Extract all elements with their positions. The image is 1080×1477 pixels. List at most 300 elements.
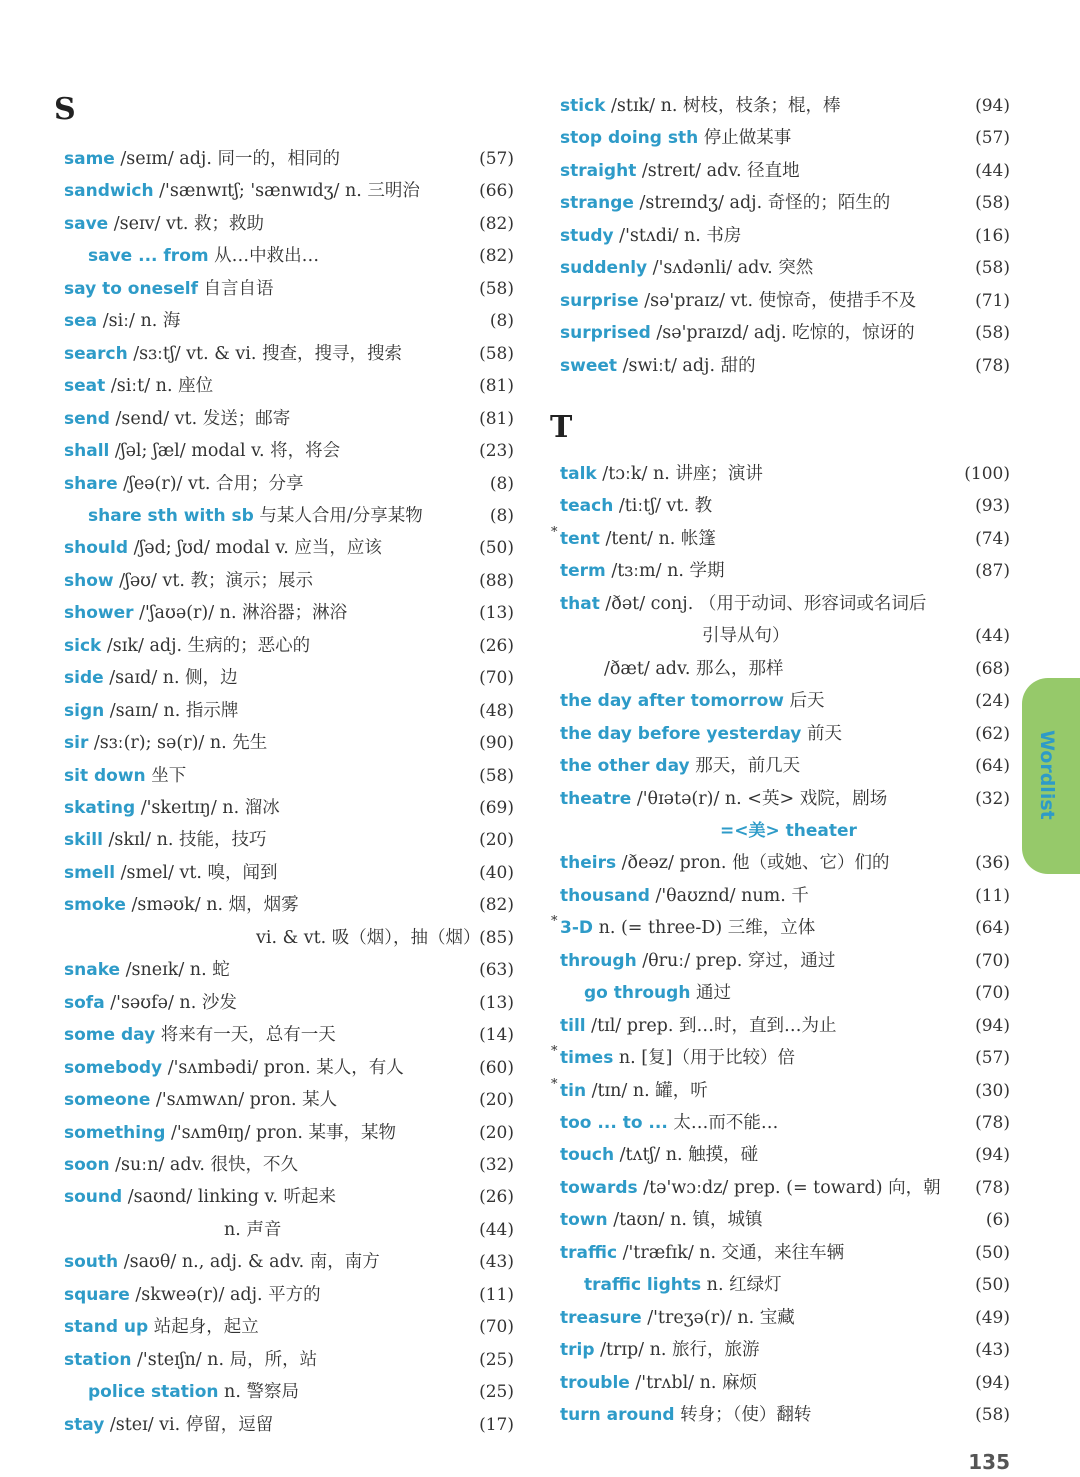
definition: /tʌtʃ/ n. 触摸，碰	[614, 1145, 759, 1166]
word-entry	[560, 815, 1010, 847]
word-entry	[560, 1172, 1010, 1204]
page-ref: (64)	[975, 918, 1010, 939]
definition: n. [复]（用于比较）倍	[613, 1048, 795, 1069]
definition: 引导从句）	[702, 626, 790, 647]
word-entry	[64, 1117, 514, 1149]
page-ref: (68)	[975, 658, 1010, 679]
entry-text	[560, 187, 890, 219]
section-letter-t: T	[550, 410, 573, 445]
headword: sofa	[64, 992, 105, 1013]
entry-text	[64, 1246, 380, 1278]
page-ref: (44)	[479, 1219, 514, 1240]
headword: south	[64, 1252, 119, 1273]
headword: tent	[560, 528, 600, 549]
word-entry	[64, 889, 514, 921]
definition: /taʊn/ n. 镇，城镇	[607, 1210, 763, 1231]
definition: /ðæt/ adv. 那么，那样	[604, 658, 784, 679]
word-entry	[551, 1042, 1010, 1074]
headword: square	[64, 1284, 130, 1305]
word-entry	[64, 403, 514, 435]
word-entry	[64, 1019, 514, 1051]
page-ref: (74)	[975, 528, 1010, 549]
word-entry	[551, 523, 1010, 555]
headword: theatre	[560, 788, 632, 809]
headword: skating	[64, 798, 136, 818]
word-entry	[560, 285, 1010, 317]
definition: /sə'praɪzd/ adj. 吃惊的，惊讶的	[650, 323, 915, 344]
word-entry	[64, 1052, 514, 1084]
word-entry	[560, 1010, 1010, 1042]
entry-text	[64, 1279, 321, 1311]
word-entry	[64, 1311, 514, 1343]
headword: sit down	[64, 765, 146, 786]
definition: /smel/ vt. 嗅，闻到	[115, 862, 278, 883]
word-entry	[64, 273, 514, 305]
star-mark: *	[551, 1044, 558, 1060]
definition: /send/ vt. 发送；邮寄	[109, 408, 291, 429]
headword: save	[64, 213, 109, 234]
headword: study	[560, 225, 614, 246]
word-entry	[560, 555, 1010, 587]
page-ref: (13)	[479, 992, 514, 1013]
entry-text	[64, 370, 213, 402]
headword: sign	[64, 700, 105, 721]
headword: sweet	[560, 355, 618, 376]
headword: snake	[64, 960, 121, 981]
definition: 自言自语	[197, 278, 274, 299]
headword: search	[64, 343, 128, 364]
definition: /siː/ n. 海	[97, 311, 181, 332]
page-ref: (30)	[975, 1080, 1010, 1101]
word-entry	[64, 435, 514, 467]
entry-text	[256, 922, 481, 954]
definition: 前天	[801, 723, 842, 744]
headword: term	[560, 561, 606, 582]
entry-text	[64, 662, 238, 694]
word-entry	[64, 500, 514, 532]
definition: /'skeɪtɪŋ/ n. 溜冰	[135, 798, 280, 818]
headword: show	[64, 570, 114, 591]
page-ref: (70)	[479, 1317, 514, 1338]
word-entry	[64, 1279, 514, 1311]
headword: thousand	[560, 885, 650, 906]
definition: 通过	[690, 983, 732, 1004]
page-ref: (8)	[489, 505, 514, 526]
definition: /streɪndʒ/ adj. 奇怪的；陌生的	[633, 193, 891, 214]
headword: touch	[560, 1145, 615, 1166]
page-ref: (40)	[479, 862, 514, 883]
entry-text	[64, 175, 420, 207]
headword: suddenly	[560, 258, 648, 279]
entry-text	[560, 1237, 844, 1269]
entry-text	[64, 143, 340, 175]
entry-text	[224, 1214, 281, 1246]
entry-text	[560, 1302, 795, 1334]
entry-text	[560, 847, 889, 879]
page-ref: (64)	[975, 756, 1010, 777]
word-entry	[64, 143, 514, 175]
word-entry	[64, 597, 514, 629]
entry-text	[551, 912, 816, 944]
word-entry	[560, 783, 1010, 815]
definition: /sneɪk/ n. 蛇	[120, 960, 230, 981]
page-ref: (26)	[479, 635, 514, 656]
word-entry	[560, 880, 1010, 912]
word-entry	[560, 1269, 1010, 1301]
page-ref: (93)	[975, 496, 1010, 517]
definition: /'sʌmwʌn/ pron. 某人	[150, 1090, 338, 1111]
page-ref: (44)	[975, 626, 1010, 647]
definition: 停止做某事	[698, 128, 792, 149]
word-entry	[64, 695, 514, 727]
page-ref: (58)	[479, 765, 514, 786]
headword: trouble	[560, 1372, 630, 1393]
word-entry	[560, 1302, 1010, 1334]
definition: /'ʃaʊə(r)/ n. 淋浴器；淋浴	[133, 603, 348, 624]
definition: /sɜːtʃ/ vt. & vi. 搜查，搜寻，搜索	[127, 343, 402, 364]
headword: that	[560, 593, 600, 614]
headword: stop doing sth	[560, 128, 699, 149]
page-ref: (14)	[479, 1025, 514, 1046]
page-ref: (94)	[975, 96, 1010, 116]
page-ref: (8)	[489, 473, 514, 494]
entry-text	[560, 350, 756, 382]
word-entry	[560, 588, 1010, 620]
page-ref: (94)	[975, 1145, 1010, 1166]
word-entry	[64, 824, 514, 856]
page-ref: (20)	[479, 1090, 514, 1111]
entry-text	[64, 565, 313, 597]
word-entry	[64, 954, 514, 986]
word-entry	[64, 565, 514, 597]
star-mark: *	[551, 524, 558, 540]
entry-text	[560, 1334, 760, 1366]
word-entry	[64, 922, 514, 954]
headword: stay	[64, 1414, 105, 1435]
headword: surprised	[560, 323, 651, 344]
definition: n. 警察局	[218, 1382, 299, 1403]
page-ref: (50)	[975, 1275, 1010, 1296]
word-entry	[64, 338, 514, 370]
page-ref: (88)	[479, 570, 514, 591]
word-entry	[64, 240, 514, 272]
word-entry	[560, 620, 1010, 652]
definition: /'θɪətə(r)/ n. <英> 戏院，剧场	[631, 788, 888, 809]
page-ref: (81)	[479, 408, 514, 429]
definition: /sə'praɪz/ vt. 使惊奇，使措手不及	[638, 290, 917, 311]
headword: surprise	[560, 290, 639, 311]
entry-text	[720, 815, 857, 847]
word-entry	[551, 912, 1010, 944]
word-entry	[560, 317, 1010, 349]
definition: /saɪd/ n. 侧，边	[103, 668, 238, 689]
word-entry	[64, 305, 514, 337]
entry-text	[64, 338, 402, 370]
headword: sandwich	[64, 181, 154, 202]
page-ref: (70)	[479, 668, 514, 689]
definition: /'treʒə(r)/ n. 宝藏	[641, 1307, 795, 1328]
headword: share sth with sb	[88, 505, 254, 526]
word-entry	[560, 187, 1010, 219]
entry-text	[64, 630, 310, 662]
page-ref: (100)	[964, 464, 1010, 484]
page-ref: (57)	[479, 149, 514, 169]
definition: /sməʊk/ n. 烟，烟雾	[125, 895, 299, 916]
word-entry	[64, 1084, 514, 1116]
entry-text	[560, 1107, 778, 1139]
word-entry	[560, 1204, 1010, 1236]
definition: /sɜː(r); sə(r)/ n. 先生	[88, 733, 268, 754]
headword: teach	[560, 496, 614, 517]
definition: /suːn/ adv. 很快，不久	[109, 1154, 299, 1175]
definition: /'sʌmbədi/ pron. 某人，有人	[162, 1057, 404, 1078]
page-ref: (25)	[479, 1382, 514, 1403]
word-entry	[64, 370, 514, 402]
entry-text	[584, 1269, 782, 1301]
entry-text	[560, 1367, 757, 1399]
definition: /'θaʊznd/ num. 千	[649, 885, 809, 906]
entry-text	[64, 857, 278, 889]
headword: tin	[560, 1080, 587, 1101]
word-entry	[64, 630, 514, 662]
definition: vi. & vt. 吸（烟），抽（烟）	[256, 927, 481, 948]
entry-text	[560, 90, 841, 122]
headword: same	[64, 149, 115, 169]
headword: shower	[64, 603, 134, 624]
headword: skill	[64, 830, 103, 851]
headword: go through	[584, 983, 691, 1004]
page-ref: (58)	[479, 343, 514, 364]
page-ref: (71)	[975, 290, 1010, 311]
definition: /streɪt/ adv. 径直地	[636, 160, 800, 181]
entry-text	[560, 317, 915, 349]
word-entry	[560, 490, 1010, 522]
definition: /'sʌdənli/ adv. 突然	[647, 258, 814, 279]
page-ref: (78)	[975, 1177, 1010, 1198]
entry-text	[64, 792, 280, 824]
page-ref: (48)	[479, 700, 514, 721]
headword: the other day	[560, 756, 690, 777]
word-entry	[64, 792, 514, 824]
headword: straight	[560, 160, 637, 181]
entry-text	[560, 945, 835, 977]
entry-text	[560, 1139, 758, 1171]
page-ref: (8)	[489, 311, 514, 332]
entry-text	[560, 490, 712, 522]
entry-text	[560, 220, 741, 252]
entry-text	[64, 727, 267, 759]
headword: traffic lights	[584, 1275, 702, 1296]
page-number: 135	[968, 1450, 1010, 1474]
headword: side	[64, 668, 104, 689]
page-ref: (66)	[479, 181, 514, 202]
word-entry	[64, 662, 514, 694]
page-ref: (43)	[479, 1252, 514, 1273]
headword: the day after tomorrow	[560, 691, 784, 712]
definition: 转身；（使）翻转	[674, 1405, 812, 1426]
entry-text	[64, 468, 304, 500]
page-ref: (85)	[479, 927, 514, 948]
page-ref: (58)	[975, 258, 1010, 279]
entry-text	[560, 285, 916, 317]
definition: /tiːtʃ/ vt. 教	[613, 496, 713, 517]
headword: someone	[64, 1090, 151, 1111]
definition: /tɪl/ prep. 到…时，直到…为止	[585, 1015, 837, 1036]
page-ref: (69)	[479, 798, 514, 818]
headword: strange	[560, 193, 634, 214]
headword: say to oneself	[64, 278, 198, 299]
word-entry	[560, 1334, 1010, 1366]
page-ref: (82)	[479, 895, 514, 916]
page-ref: (50)	[975, 1242, 1010, 1263]
page-ref: (58)	[975, 1405, 1010, 1426]
headword: shall	[64, 441, 110, 462]
word-entry	[64, 1181, 514, 1213]
definition: 后天	[783, 691, 825, 712]
definition: /ʃəl; ʃæl/ modal v. 将，将会	[109, 441, 341, 462]
star-mark: *	[551, 1076, 558, 1092]
definition: /seɪv/ vt. 救；救助	[108, 213, 264, 234]
entry-text	[551, 1042, 795, 1074]
headword: save ... from	[88, 246, 209, 267]
page-ref: (62)	[975, 723, 1010, 744]
page-ref: (78)	[975, 1113, 1010, 1133]
entry-text	[560, 718, 842, 750]
page-ref: (49)	[975, 1307, 1010, 1328]
entry-text	[560, 588, 926, 620]
headword: talk	[560, 464, 597, 484]
word-entry	[64, 760, 514, 792]
entry-text	[560, 685, 825, 717]
entry-text	[560, 555, 725, 587]
word-entry	[560, 90, 1010, 122]
entry-text	[64, 1084, 337, 1116]
word-entry	[560, 685, 1010, 717]
entry-text	[64, 1117, 396, 1149]
word-entry	[560, 220, 1010, 252]
page-ref: (23)	[479, 441, 514, 462]
word-entry	[560, 750, 1010, 782]
entry-text	[560, 1010, 837, 1042]
headword: seat	[64, 376, 106, 397]
definition: /tent/ n. 帐篷	[599, 528, 716, 549]
page-ref: (81)	[479, 376, 514, 397]
definition: 将来有一天，总有一天	[155, 1025, 336, 1046]
page-ref: (58)	[975, 323, 1010, 344]
definition: /seɪm/ adj. 同一的，相同的	[114, 149, 340, 169]
headword: stand up	[64, 1317, 149, 1338]
entry-text	[560, 880, 809, 912]
word-entry	[64, 532, 514, 564]
page-ref: (13)	[479, 603, 514, 624]
entry-text	[64, 435, 340, 467]
word-entry	[560, 122, 1010, 154]
word-entry	[560, 718, 1010, 750]
definition: /'træfɪk/ n. 交通，来往车辆	[617, 1242, 845, 1263]
headword: police station	[88, 1382, 219, 1403]
entry-text	[551, 523, 716, 555]
page-ref: (57)	[975, 1048, 1010, 1069]
definition: /ʃəʊ/ vt. 教；演示；展示	[113, 570, 314, 591]
definition: /skɪl/ n. 技能，技巧	[102, 830, 267, 851]
page-ref: (63)	[479, 960, 514, 981]
definition: /ðeəz/ pron. 他（或她、它）们的	[616, 853, 890, 874]
word-entry	[560, 1237, 1010, 1269]
definition: /tɪn/ n. 罐，听	[586, 1080, 708, 1101]
entry-text	[64, 824, 267, 856]
page-ref: (11)	[479, 1284, 514, 1305]
headword: stick	[560, 96, 606, 116]
definition: =<美> theater	[720, 820, 857, 841]
word-entry	[64, 1409, 514, 1441]
definition: /stɪk/ n. 树枝，枝条；棍，棒	[605, 96, 841, 116]
definition: /skweə(r)/ adj. 平方的	[129, 1284, 321, 1305]
page-ref: (43)	[975, 1340, 1010, 1361]
entry-text	[64, 1344, 317, 1376]
page-ref: (24)	[975, 691, 1010, 712]
entry-text	[560, 155, 800, 187]
entry-text	[64, 1409, 273, 1441]
entry-text	[560, 750, 800, 782]
page-ref: (17)	[479, 1414, 514, 1435]
headword: too ... to ...	[560, 1113, 668, 1133]
page-ref: (82)	[479, 246, 514, 267]
word-entry	[64, 208, 514, 240]
word-entry	[64, 1214, 514, 1246]
headword: towards	[560, 1177, 638, 1198]
definition: 坐下	[145, 765, 187, 786]
entry-text	[64, 273, 274, 305]
word-entry	[560, 945, 1010, 977]
entry-text	[604, 653, 783, 685]
page-ref: (90)	[479, 733, 514, 754]
headword: smell	[64, 862, 116, 883]
definition: /sɪk/ adj. 生病的；恶心的	[101, 635, 311, 656]
entry-text	[88, 500, 423, 532]
definition: n. 红绿灯	[701, 1275, 782, 1296]
page-ref: (6)	[985, 1210, 1010, 1231]
entry-text	[64, 403, 290, 435]
page-ref: (78)	[975, 355, 1010, 376]
word-entry	[560, 847, 1010, 879]
entry-text	[560, 783, 887, 815]
word-entry	[560, 1399, 1010, 1431]
headword: till	[560, 1015, 586, 1036]
definition: /'trʌbl/ n. 麻烦	[629, 1372, 758, 1393]
headword: 3-D	[560, 918, 593, 939]
word-entry	[64, 857, 514, 889]
page-ref: (16)	[975, 225, 1010, 246]
page-ref: (20)	[479, 830, 514, 851]
entry-text	[64, 987, 237, 1019]
headword: treasure	[560, 1307, 642, 1328]
word-entry	[64, 1246, 514, 1278]
page-ref: (87)	[975, 561, 1010, 582]
word-entry	[560, 653, 1010, 685]
headword: smoke	[64, 895, 126, 916]
headword: turn around	[560, 1405, 675, 1426]
headword: the day before yesterday	[560, 723, 802, 744]
page-ref: (94)	[975, 1015, 1010, 1036]
entry-text	[560, 1399, 811, 1431]
entry-text	[64, 760, 186, 792]
definition: 站起身，起立	[148, 1317, 259, 1338]
headword: traffic	[560, 1242, 618, 1263]
word-entry	[64, 727, 514, 759]
star-mark: *	[551, 914, 558, 930]
definition: /ðət/ conj. （用于动词、形容词或名词后	[599, 593, 927, 614]
word-entry	[560, 350, 1010, 382]
